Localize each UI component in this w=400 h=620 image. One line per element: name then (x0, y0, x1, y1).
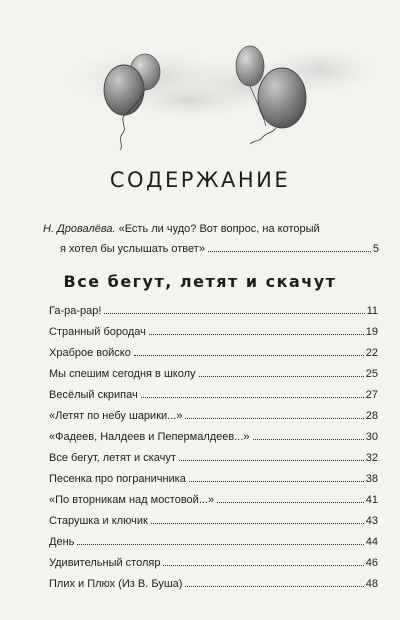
dot-leader (217, 502, 364, 503)
dot-leader (185, 586, 363, 587)
toc-entry-title: День (49, 536, 75, 548)
foreword-title-part-1: «Есть ли чудо? Вот вопрос, на который (118, 223, 320, 235)
toc-page-number: 11 (366, 305, 378, 317)
toc-entry[interactable] (49, 347, 378, 368)
toc-entry-title: Песенка про пограничника (49, 473, 186, 485)
toc-page-number: 38 (365, 473, 378, 485)
toc-entry[interactable] (49, 473, 378, 494)
toc-page-number: 27 (365, 389, 378, 401)
dot-leader (253, 439, 364, 440)
foreword-line-2 (43, 239, 379, 259)
toc-entry[interactable] (49, 452, 378, 473)
toc-entry[interactable] (49, 578, 378, 599)
dot-leader (134, 355, 364, 356)
toc-entry-title: Храброе войско (49, 347, 131, 359)
toc-entry[interactable] (49, 305, 378, 326)
section-heading: Все бегут, летят и скачут (63, 272, 337, 291)
toc-page-number: 44 (365, 536, 378, 548)
dot-leader (189, 481, 364, 482)
toc-page-number: 43 (365, 515, 378, 527)
toc-page-number: 32 (365, 452, 378, 464)
toc-entry-title: Все бегут, летят и скачут (49, 452, 176, 464)
toc-entry-title: «Летят по небу шарики...» (49, 410, 183, 422)
dot-leader (149, 334, 364, 335)
dot-leader (199, 376, 364, 377)
toc-entry-title: Га-ра-рар! (49, 305, 102, 317)
balloons-illustration (0, 0, 400, 160)
foreword-page-number: 5 (372, 243, 379, 255)
foreword-author: Н. Дровалёва. (43, 223, 116, 235)
toc-entry-title: Удивительный столяр (49, 557, 161, 569)
foreword-line-1 (43, 219, 379, 239)
toc-entry[interactable] (49, 494, 378, 515)
dot-leader (208, 251, 371, 252)
toc-page-number: 41 (365, 494, 378, 506)
dot-leader (179, 460, 364, 461)
toc-page-number: 28 (365, 410, 378, 422)
toc-list (49, 305, 378, 599)
toc-entry-title: «Фадеев, Налдеев и Пепермалдеев...» (49, 431, 250, 443)
dot-leader (163, 565, 363, 566)
dot-leader (185, 418, 363, 419)
toc-entry[interactable] (49, 536, 378, 557)
toc-entry[interactable] (49, 557, 378, 578)
toc-entry-title: Весёлый скрипач (49, 389, 138, 401)
dot-leader (77, 544, 363, 545)
toc-page-number: 46 (365, 557, 378, 569)
toc-entry[interactable] (49, 431, 378, 452)
toc-entry-title: Странный бородач (49, 326, 146, 338)
foreword-title-part-2: я хотел бы услышать ответ» (60, 243, 205, 255)
toc-entry-title: «По вторникам над мостовой...» (49, 494, 215, 506)
toc-entry-title: Плих и Плюх (Из В. Буша) (49, 578, 183, 590)
dot-leader (151, 523, 364, 524)
toc-page-number: 22 (365, 347, 378, 359)
toc-entry-title: Старушка и ключик (49, 515, 148, 527)
toc-page-number: 30 (365, 431, 378, 443)
toc-entry[interactable] (49, 515, 378, 536)
page-title: СОДЕРЖАНИЕ (109, 168, 291, 192)
foreword-entry[interactable] (43, 219, 379, 259)
toc-entry[interactable] (49, 389, 378, 410)
dot-leader (104, 313, 364, 314)
toc-entry[interactable] (49, 326, 378, 347)
toc-entry[interactable] (49, 410, 378, 431)
toc-entry[interactable] (49, 368, 378, 389)
toc-entry-title: Мы спешим сегодня в школу (49, 368, 196, 380)
dot-leader (141, 397, 364, 398)
toc-page-number: 19 (365, 326, 378, 338)
toc-page-number: 48 (365, 578, 378, 590)
toc-page-number: 25 (365, 368, 378, 380)
